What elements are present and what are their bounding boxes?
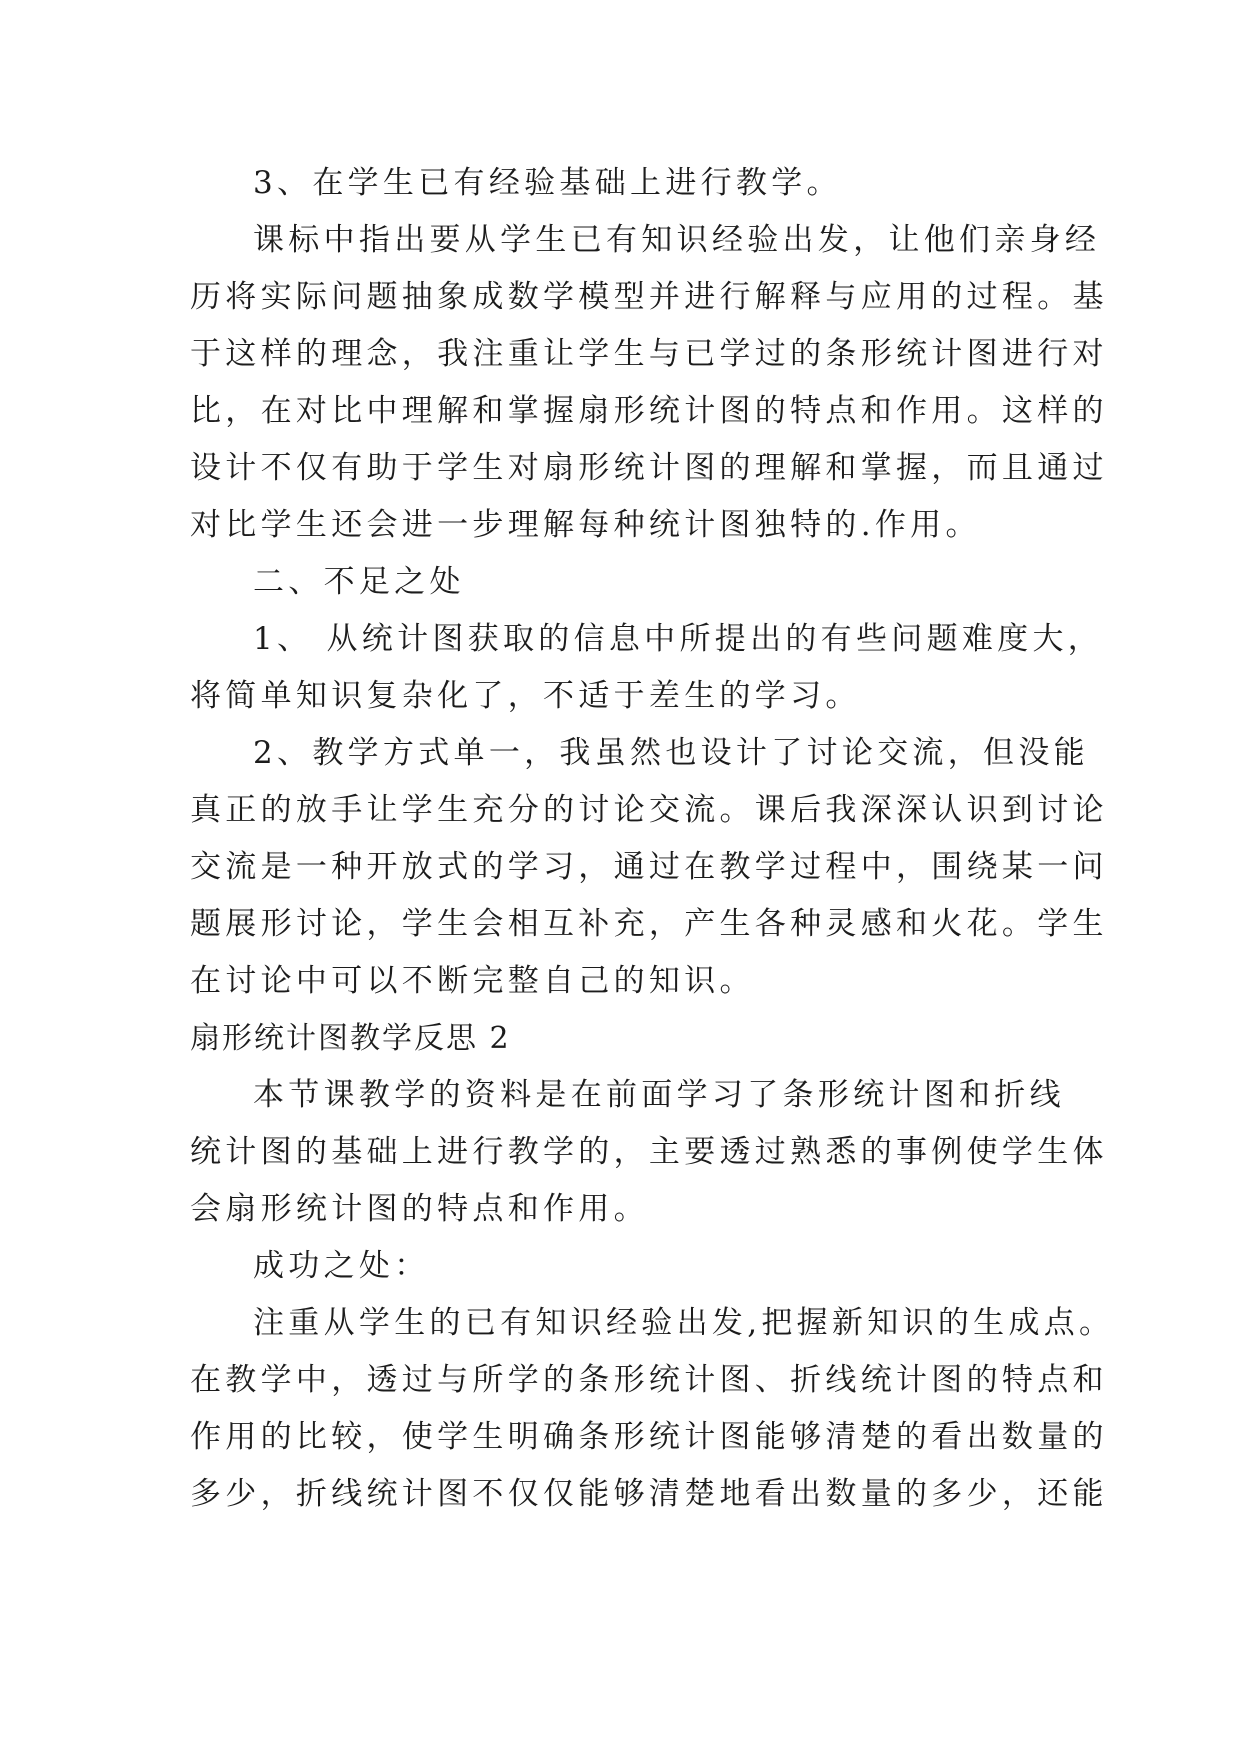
paragraph-line: 2、教学方式单一，我虽然也设计了讨论交流，但没能: [253, 735, 1089, 771]
paragraph-line: 3、在学生已有经验基础上进行教学。: [253, 165, 842, 201]
paragraph-line: 设计不仅有助于学生对扇形统计图的理解和掌握，而且通过: [190, 450, 1108, 486]
paragraph-line: 比，在对比中理解和掌握扇形统计图的特点和作用。这样的: [190, 393, 1108, 429]
paragraph-line: 本节课教学的资料是在前面学习了条形统计图和折线: [253, 1077, 1065, 1113]
paragraph-line: 题展形讨论，学生会相互补充，产生各种灵感和火花。学生: [190, 906, 1108, 942]
paragraph-line: 交流是一种开放式的学习，通过在教学过程中，围绕某一问: [190, 849, 1108, 885]
paragraph-line: 课标中指出要从学生已有知识经验出发，让他们亲身经: [253, 222, 1101, 258]
paragraph-line: 统计图的基础上进行教学的，主要透过熟悉的事例使学生体: [190, 1134, 1108, 1170]
paragraph-line: 在讨论中可以不断完整自己的知识。: [190, 963, 755, 999]
document-body: [190, 155, 1115, 1523]
paragraph-line: 对比学生还会进一步理解每种统计图独特的.作用。: [190, 507, 981, 543]
paragraph-line: 将简单知识复杂化了，不适于差生的学习。: [190, 678, 861, 714]
paragraph-line: 1、 从统计图获取的信息中所提出的有些问题难度大，: [253, 621, 1104, 657]
section-heading: 二、不足之处: [253, 564, 465, 600]
paragraph-line: 历将实际问题抽象成数学模型并进行解释与应用的过程。基: [190, 279, 1108, 315]
paragraph-line: 在教学中，透过与所学的条形统计图、折线统计图的特点和: [190, 1362, 1108, 1398]
paragraph-line: 会扇形统计图的特点和作用。: [190, 1191, 649, 1227]
section-heading: 成功之处：: [253, 1248, 430, 1284]
paragraph-line: 作用的比较，使学生明确条形统计图能够清楚的看出数量的: [190, 1419, 1108, 1455]
document-title: 扇形统计图教学反思 2: [190, 1021, 511, 1056]
paragraph-line: 于这样的理念，我注重让学生与已学过的条形统计图进行对: [190, 336, 1108, 372]
paragraph-line: 真正的放手让学生充分的讨论交流。课后我深深认识到讨论: [190, 792, 1108, 828]
paragraph-line: 注重从学生的已有知识经验出发,把握新知识的生成点。: [253, 1305, 1115, 1341]
paragraph-line: 多少，折线统计图不仅仅能够清楚地看出数量的多少，还能: [190, 1476, 1108, 1512]
